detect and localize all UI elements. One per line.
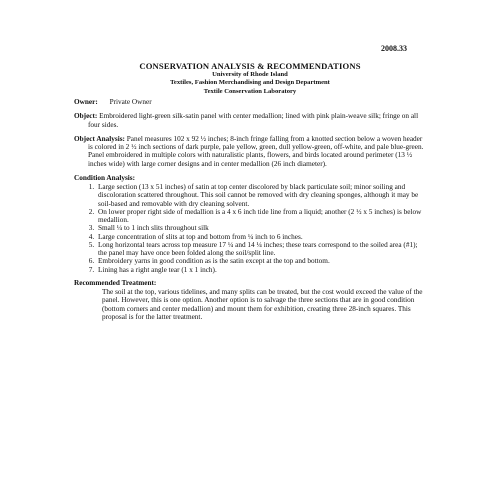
condition-item: 6. Embroidery yarns in good condition as is the satin except at the top and bottom. bbox=[96, 257, 426, 265]
object-analysis-value: Panel measures 102 x 92 ½ inches; 8-inch fringe falling from a knotted section below a woven header is colored in 2 ½ inch sections of dark purple, pale yellow, green, dull yellow-green, off-white, and pale blue-green. Panel embroidered in multiple colors with naturalistic plants, flowers, and birds located around perimeter (13 ½ inches wide) with large corner designs and in center medallion (26 inch diameter). bbox=[88, 134, 424, 168]
condition-analysis-heading: Condition Analysis: bbox=[74, 173, 136, 182]
object-label: Object: bbox=[74, 112, 98, 121]
document-header bbox=[60, 62, 440, 96]
condition-item: 2. On lower proper right side of medallion is a 4 x 6 inch tide line from a liquid; another (2 ½ x 5 inches) is below medallion. bbox=[96, 208, 426, 225]
object-analysis-field bbox=[74, 135, 426, 168]
document-title: CONSERVATION ANALYSIS & RECOMMENDATIONS bbox=[139, 61, 361, 71]
object-value: Embroidered light-green silk-satin panel with center medallion; lined with pink plain-weave silk; fringe on all four sides. bbox=[88, 112, 419, 129]
owner-field bbox=[74, 98, 426, 106]
object-analysis-label: Object Analysis: bbox=[74, 134, 125, 143]
condition-item: 3. Small ¼ to 1 inch slits throughout silk bbox=[96, 224, 426, 232]
document-body bbox=[74, 98, 426, 321]
condition-item: 1. Large section (13 x 51 inches) of satin at top center discolored by black particulate soil; minor soiling and discoloration scattered throughout. This soil cannot be removed with dry cleaning sponges, although it may be soil-based and removable with dry cleaning solvent. bbox=[96, 183, 426, 208]
owner-label: Owner: bbox=[74, 98, 98, 106]
condition-item: 4. Large concentration of slits at top and bottom from ¼ inch to 6 inches. bbox=[96, 233, 426, 241]
object-field bbox=[74, 112, 426, 129]
department-name: Textiles, Fashion Merchandising and Design Department bbox=[170, 79, 330, 86]
document-number: 2008.33 bbox=[381, 44, 407, 53]
owner-value: Private Owner bbox=[109, 98, 152, 106]
institution-name: University of Rhode Island bbox=[212, 70, 288, 78]
recommended-treatment-text: The soil at the top, various tidelines, and many splits can be treated, but the cost would exceed the value of the panel. However, this is one option. Another option is to salvage the three sections that are in good condition (bottom corners and center medallion) and mount them for exhibition, creating three 28-inch squares. This proposal is for the latter treatment. bbox=[102, 288, 423, 321]
condition-item: 7. Lining has a right angle tear (1 x 1 inch). bbox=[96, 266, 426, 274]
recommended-treatment-heading: Recommended Treatment: bbox=[74, 278, 157, 287]
condition-list bbox=[74, 183, 426, 274]
condition-item: 5. Long horizontal tears across top measure 17 ¼ and 14 ¼ inches; these tears correspond to the soiled area (#1); the panel may have once been folded along the soil/split line. bbox=[96, 241, 426, 258]
lab-name: Textile Conservation Laboratory bbox=[203, 87, 297, 95]
